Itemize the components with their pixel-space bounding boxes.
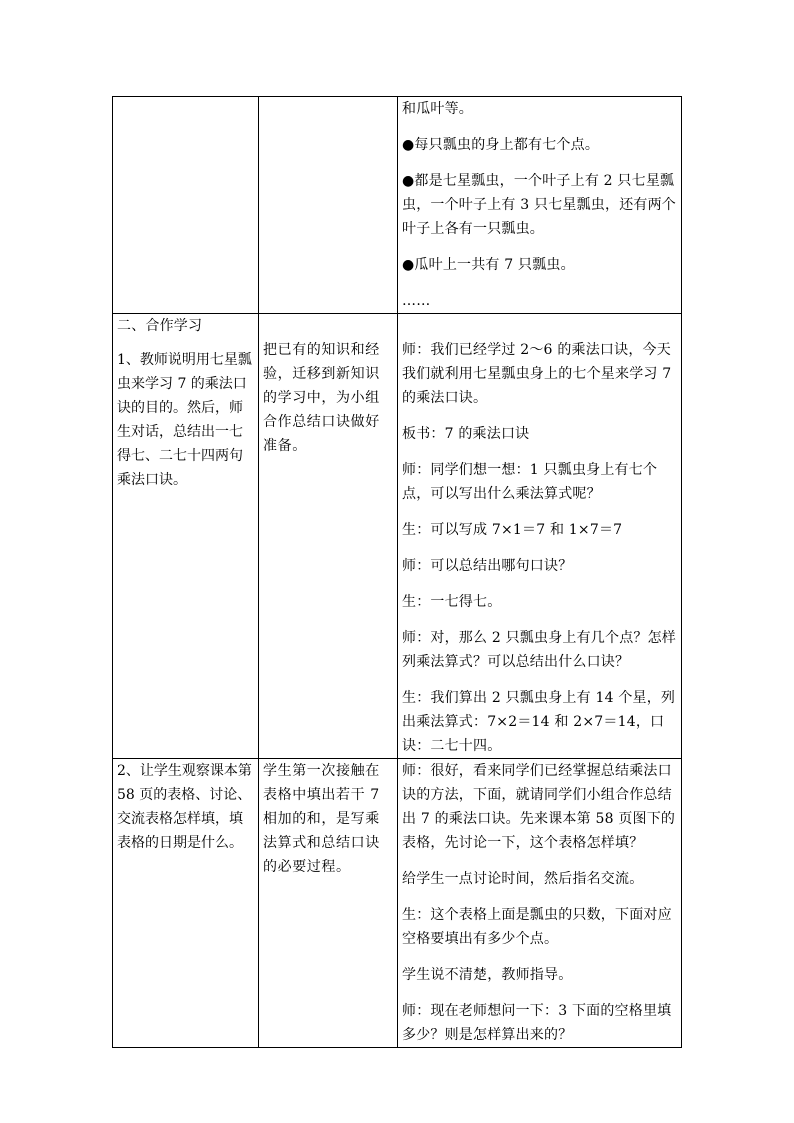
table-row [113,97,682,314]
intent-cell [259,314,398,759]
dialogue-cell [398,97,682,314]
dialogue-line: 师：同学们想一想：1 只瓢虫身上有七个点，可以写出什么乘法算式呢？ [402,462,658,502]
activity-cell [113,314,259,759]
dialogue-line: 生：一七得七。 [402,594,502,610]
dialogue-line: …… [402,293,431,309]
dialogue-line: 生：这个表格上面是瓢虫的只数，下面对应空格要填出有多少个点。 [402,907,672,947]
dialogue-cell [398,759,682,1048]
dialogue-cell [398,314,682,759]
activity-cell [113,97,259,314]
dialogue-line: 和瓜叶等。 [402,101,473,117]
dialogue-line: 师：现在老师想问一下：3 下面的空格里填多少？则是怎样算出来的？ [402,1003,672,1043]
dialogue-line: 师：可以总结出哪句口诀？ [402,558,573,574]
intent-cell [259,97,398,314]
intent-text: 学生第一次接触在表格中填出若干 7 相加的和，是写乘法算式和总结口诀的必要过程。 [263,763,380,875]
activity-text: 1、教师说明用七星瓢虫来学习 7 的乘法口诀的目的。然后，师生对话，总结出一七得七、二七十四两句乘法口诀。 [117,352,252,488]
intent-cell [259,759,398,1048]
dialogue-line: 给学生一点讨论时间，然后指名交流。 [402,871,644,887]
section-heading: 二、合作学习 [117,318,203,334]
dialogue-line: ●瓜叶上一共有 7 只瓢虫。 [402,257,575,273]
table-row [113,759,682,1048]
dialogue-line: 板书：7 的乘法口诀 [402,426,530,442]
dialogue-line: ●都是七星瓢虫，一个叶子上有 2 只七星瓢虫，一个叶子上有 3 只七星瓢虫，还有两个叶子上各有一只瓢虫。 [402,173,677,237]
dialogue-line: 学生说不清楚，教师指导。 [402,967,573,983]
lesson-plan-table [112,96,682,1048]
intent-text: 把已有的知识和经验，迁移到新知识的学习中，为小组合作总结口诀做好准备。 [263,342,380,454]
dialogue-line: 生：可以写成 7×1＝7 和 1×7＝7 [402,522,623,538]
dialogue-line: 师：我们已经学过 2～6 的乘法口诀，今天我们就利用七星瓢虫身上的七个星来学习 7 的乘法口诀。 [402,342,672,406]
dialogue-line: 生：我们算出 2 只瓢虫身上有 14 个星，列出乘法算式：7×2＝14 和 2×7＝14，口诀：二七十四。 [402,690,676,754]
dialogue-line: 师：很好，看来同学们已经掌握总结乘法口诀的方法，下面，就请同学们小组合作总结出 7 的乘法口诀。先来课本第 58 页图下的表格，先讨论一下，这个表格怎样填？ [402,763,676,851]
activity-cell [113,759,259,1048]
dialogue-line: ●每只瓢虫的身上都有七个点。 [402,137,600,153]
dialogue-line: 师：对，那么 2 只瓢虫身上有几个点？怎样列乘法算式？可以总结出什么口诀？ [402,630,677,670]
table-row [113,314,682,759]
activity-text: 2、让学生观察课本第 58 页的表格、讨论、交流表格怎样填，填表格的日期是什么。 [117,763,252,851]
